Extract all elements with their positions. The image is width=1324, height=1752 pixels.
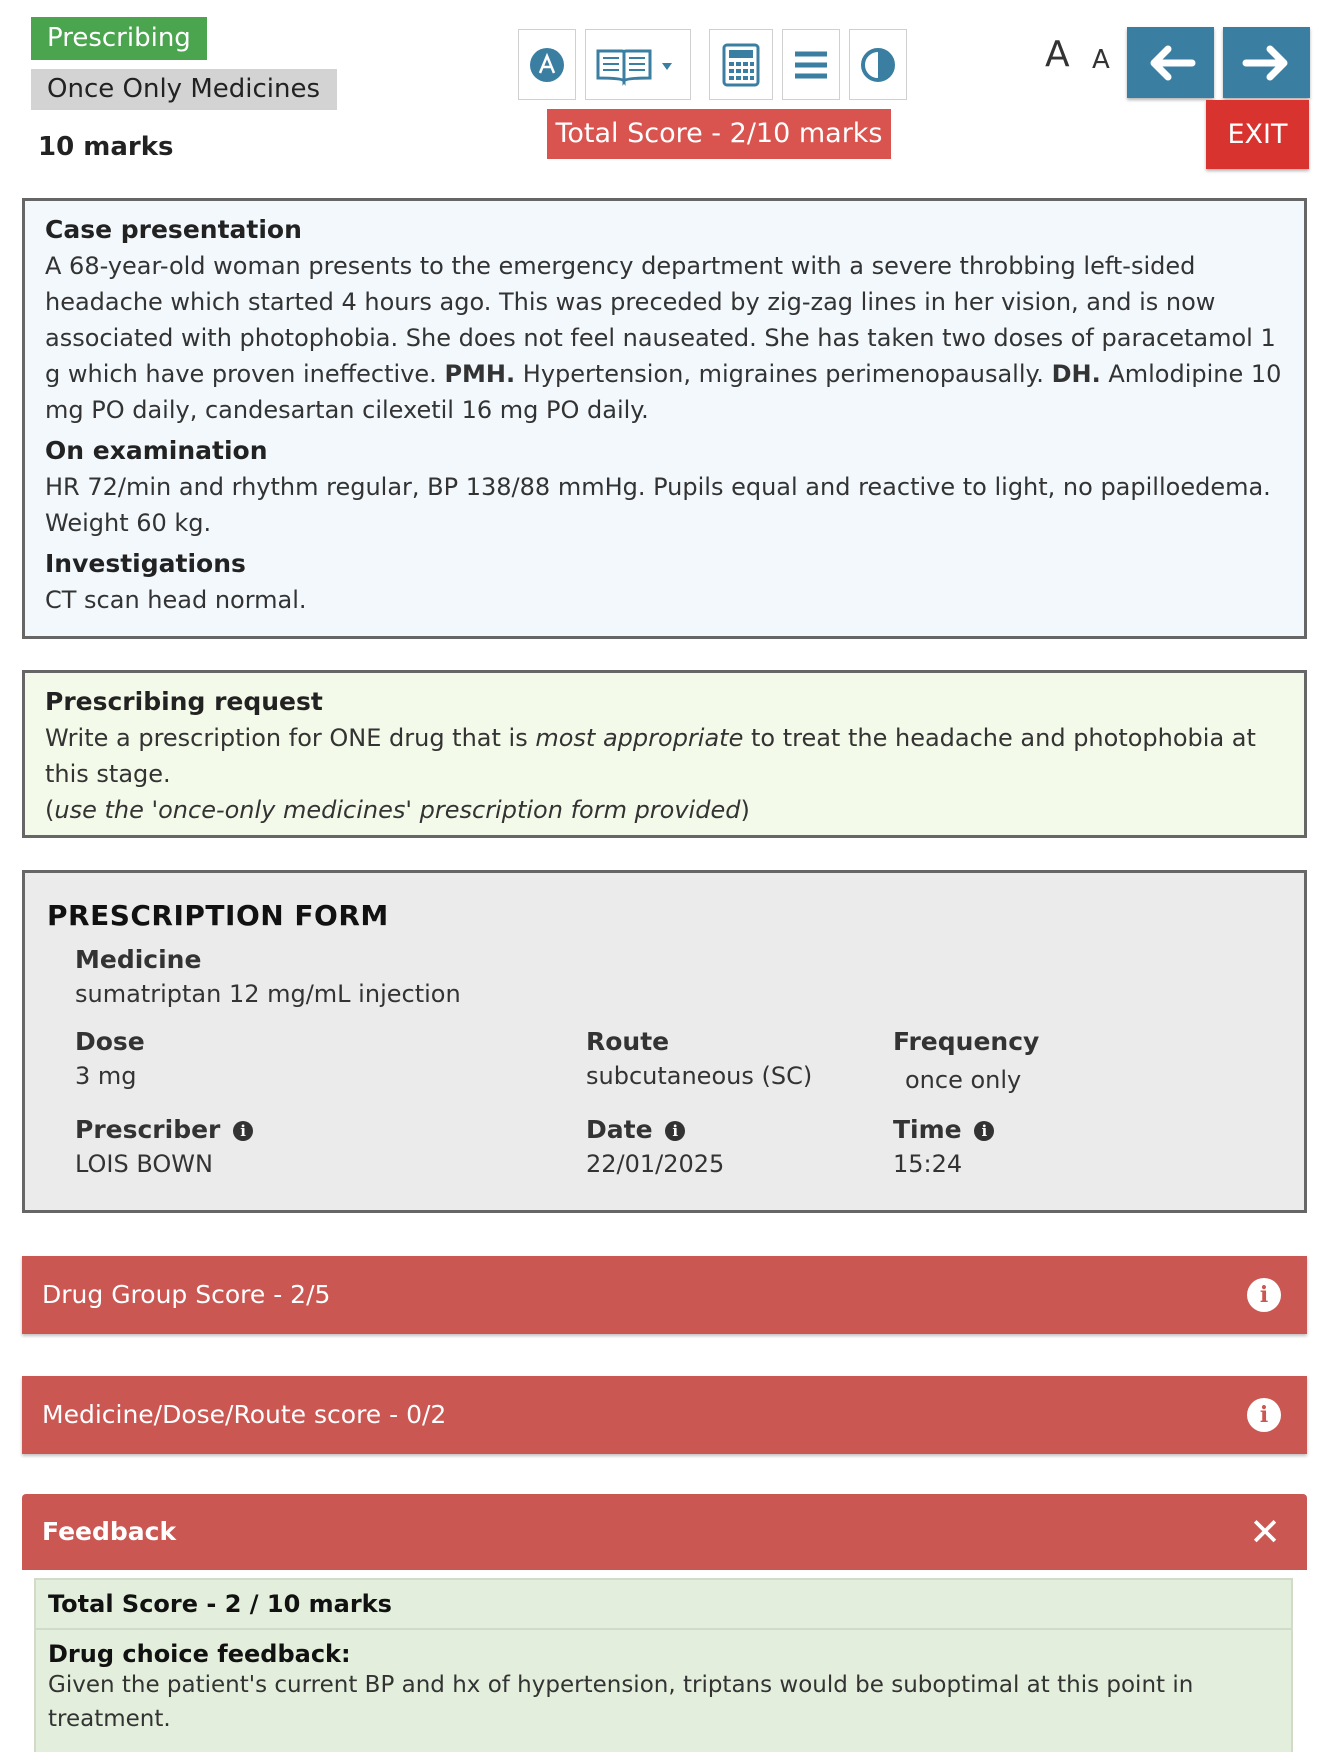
prescribing-request-panel — [22, 670, 1307, 838]
drug-group-score-bar[interactable] — [22, 1256, 1307, 1334]
time-value: 15:24 — [893, 1150, 963, 1178]
info-icon[interactable]: i — [1247, 1398, 1281, 1432]
bnf-button[interactable] — [518, 29, 576, 100]
contrast-icon — [858, 45, 898, 85]
info-icon[interactable]: i — [1247, 1278, 1281, 1312]
info-icon[interactable]: i — [665, 1121, 685, 1141]
back-button[interactable] — [1127, 27, 1214, 98]
route-value: subcutaneous (SC) — [586, 1062, 813, 1090]
medicine-field: Medicine sumatriptan 12 mg/mL injection — [75, 945, 461, 1008]
examination-text: HR 72/min and rhythm regular, BP 138/88 mmHg. Pupils equal and reactive to light, no papilloedema. Weight 60 kg. — [45, 473, 1271, 537]
calculator-icon — [721, 43, 761, 87]
prescription-form — [22, 870, 1307, 1213]
dose-field: Dose 3 mg — [75, 1027, 145, 1090]
prescription-form-title: PRESCRIPTION FORM — [47, 899, 389, 932]
prescribing-request-heading: Prescribing request — [45, 687, 323, 716]
next-button[interactable] — [1223, 27, 1310, 98]
exit-button[interactable]: EXIT — [1206, 100, 1309, 169]
total-score-badge: Total Score - 2/10 marks — [547, 109, 891, 159]
medicine-value: sumatriptan 12 mg/mL injection — [75, 980, 461, 1008]
menu-icon — [791, 45, 831, 85]
feedback-panel — [22, 1494, 1307, 1752]
feedback-heading: Feedback — [42, 1517, 177, 1546]
section-badge: Prescribing — [31, 17, 207, 60]
examination-heading: On examination — [45, 436, 268, 465]
drug-group-score: Drug Group Score - 2/5 — [42, 1280, 331, 1309]
investigations-text: CT scan head normal. — [45, 586, 307, 614]
arrow-right-icon — [1242, 43, 1292, 83]
dose-value: 3 mg — [75, 1062, 137, 1090]
font-size-increase[interactable]: A — [1045, 34, 1070, 75]
case-presentation-heading: Case presentation — [45, 215, 302, 244]
prescribing-request-text: Write a prescription for ONE drug that is most appropriate to treat the headache and photophobia at this stage. (use the 'once-only medicines' prescription form provided) — [45, 724, 1256, 824]
book-icon — [594, 43, 682, 87]
book-dropdown-button[interactable] — [585, 29, 691, 100]
subsection-badge: Once Only Medicines — [31, 69, 337, 110]
case-presentation-panel — [22, 198, 1307, 639]
calculator-button[interactable] — [709, 29, 773, 100]
marks-label: 10 marks — [38, 132, 174, 162]
case-presentation-text: A 68-year-old woman presents to the emergency department with a severe throbbing left-sided headache which started 4 hours ago. This was preceded by zig-zag lines in her vision, and is now associated with photophobia. She does not feel nauseated. She has taken two doses of paracetamol 1 g which have proven ineffective. PMH. Hypertension, migraines perimenopausally. DH. Amlodipine 10 mg PO daily, candesartan cilexetil 16 mg PO daily. — [45, 252, 1282, 424]
route-field: Route subcutaneous (SC) — [586, 1027, 813, 1090]
drug-choice-feedback-heading: Drug choice feedback: — [48, 1640, 351, 1668]
date-value: 22/01/2025 — [586, 1150, 725, 1178]
contrast-button[interactable] — [849, 29, 907, 100]
info-icon[interactable]: i — [233, 1121, 253, 1141]
font-size-decrease[interactable]: A — [1092, 45, 1110, 75]
frequency-value: once only — [905, 1066, 1022, 1094]
chevron-down-icon — [662, 63, 672, 70]
feedback-card — [34, 1578, 1293, 1752]
date-field: Date i 22/01/2025 — [586, 1115, 725, 1178]
bnf-icon — [527, 45, 567, 85]
close-icon[interactable]: ✕ — [1249, 1510, 1281, 1554]
medicine-dose-route-score: Medicine/Dose/Route score - 0/2 — [42, 1400, 447, 1429]
investigations-heading: Investigations — [45, 549, 246, 578]
feedback-total-score: Total Score - 2 / 10 marks — [36, 1580, 1291, 1630]
time-field: Time i 15:24 — [893, 1115, 994, 1178]
info-icon[interactable]: i — [974, 1121, 994, 1141]
prescriber-value: LOIS BOWN — [75, 1150, 213, 1178]
menu-button[interactable] — [782, 29, 840, 100]
medicine-dose-route-score-bar[interactable] — [22, 1376, 1307, 1454]
frequency-field: Frequency once only — [893, 1027, 1040, 1094]
arrow-left-icon — [1146, 43, 1196, 83]
drug-choice-feedback-text: Given the patient's current BP and hx of hypertension, triptans would be suboptimal at this point in treatment. — [48, 1672, 1194, 1732]
prescriber-field: Prescriber i LOIS BOWN — [75, 1115, 253, 1178]
